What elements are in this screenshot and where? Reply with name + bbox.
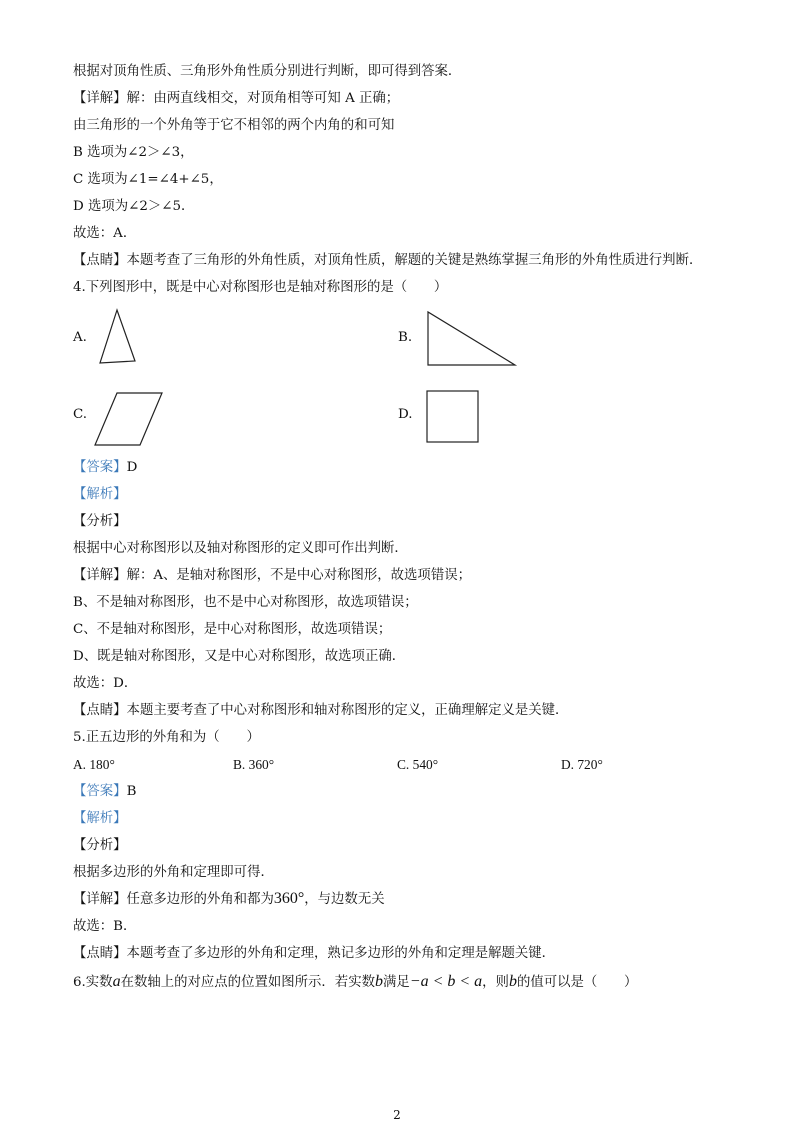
q6-var-b2: b — [508, 973, 517, 990]
q4-option-c-label: C. — [73, 407, 88, 422]
q4-option-a-label: A. — [73, 330, 87, 345]
line-5: C 选项为∠1=∠4+∠5， — [73, 172, 223, 187]
q4-fenxi-label: 【分析】 — [73, 514, 127, 529]
q6-text-pre: 6.实数 — [73, 975, 113, 990]
acute-triangle-shape — [100, 310, 135, 363]
q4-detail-4: D、既是轴对称图形，又是中心对称图形，故选项正确． — [73, 649, 406, 664]
q5-choose: 故选：B． — [73, 919, 137, 934]
q4-option-c-parallelogram-figure — [92, 390, 167, 450]
q4-option-d-label: D. — [398, 407, 413, 422]
q6-text-mid3: ，则 — [482, 975, 509, 990]
q4-option-a-triangle-figure — [95, 306, 140, 366]
q5-fenxi-text: 根据多边形的外角和定理即可得． — [73, 865, 274, 880]
square-shape — [427, 391, 478, 442]
q5-choice-d: D. 720° — [561, 757, 603, 772]
q4-detail-1: 【详解】解：A、是轴对称图形，不是中心对称图形，故选项错误； — [73, 568, 471, 583]
q5-question: 5.正五边形的外角和为（ ） — [73, 730, 260, 745]
detail-text-post: ，与边数无关 — [304, 892, 385, 907]
detail-math: 360° — [273, 890, 305, 907]
q4-detail-2: B、不是轴对称图形，也不是中心对称图形，故选项错误； — [73, 595, 418, 610]
q6-var-a: a — [112, 973, 121, 990]
q6-question — [73, 973, 637, 992]
detail-text-pre: 【详解】任意多边形的外角和都为 — [73, 892, 274, 907]
line-7: 故选：A． — [73, 226, 137, 241]
line-4: B 选项为∠2＞∠3， — [73, 145, 194, 160]
q5-detail — [73, 890, 385, 909]
q4-question: 4.下列图形中，既是中心对称图形也是轴对称图形的是（ ） — [73, 280, 448, 295]
line-2: 【详解】解：由两直线相交，对顶角相等可知 A 正确； — [73, 91, 400, 106]
answer-value: D — [126, 460, 138, 475]
q5-analysis-label: 【解析】 — [73, 811, 127, 826]
right-triangle-shape — [428, 312, 515, 365]
q5-choice-b: B. 360° — [233, 757, 275, 772]
q5-answer — [73, 783, 136, 801]
answer-label: 【答案】 — [73, 784, 127, 799]
page-number: 2 — [393, 1108, 401, 1122]
q4-option-d-square-figure — [424, 388, 482, 446]
answer-label: 【答案】 — [73, 460, 127, 475]
q6-text-mid1: 在数轴上的对应点的位置如图所示．若实数 — [120, 975, 375, 990]
q4-option-b-right-triangle-figure — [424, 308, 520, 370]
line-3: 由三角形的一个外角等于它不相邻的两个内角的和可知 — [73, 118, 395, 133]
answer-value: B — [126, 784, 137, 799]
q6-var-b: b — [374, 973, 383, 990]
q4-choose: 故选：D． — [73, 676, 138, 691]
q6-text-post: 的值可以是（ ） — [516, 975, 638, 990]
q4-answer — [73, 459, 137, 477]
q6-inequality: −a < b < a — [409, 973, 483, 990]
q4-detail-3: C、不是轴对称图形，是中心对称图形，故选项错误； — [73, 622, 392, 637]
q4-comment: 【点睛】本题主要考查了中心对称图形和轴对称图形的定义，正确理解定义是关键． — [73, 703, 569, 718]
parallelogram-shape — [95, 393, 162, 445]
line-1: 根据对顶角性质、三角形外角性质分别进行判断，即可得到答案． — [73, 64, 462, 79]
q5-fenxi-label: 【分析】 — [73, 838, 127, 853]
line-6: D 选项为∠2＞∠5． — [73, 199, 195, 214]
q5-comment: 【点睛】本题考查了多边形的外角和定理，熟记多边形的外角和定理是解题关键． — [73, 946, 556, 961]
q4-option-b-label: B. — [398, 330, 413, 345]
line-8: 【点睛】本题考查了三角形的外角性质，对顶角性质，解题的关键是熟练掌握三角形的外角性质进行判断． — [73, 253, 703, 268]
q4-analysis-label: 【解析】 — [73, 487, 127, 502]
q6-text-mid2: 满足 — [382, 975, 410, 990]
q4-fenxi-text: 根据中心对称图形以及轴对称图形的定义即可作出判断． — [73, 541, 408, 556]
q5-choice-a: A. 180° — [73, 757, 115, 772]
q5-choice-c: C. 540° — [397, 757, 439, 772]
